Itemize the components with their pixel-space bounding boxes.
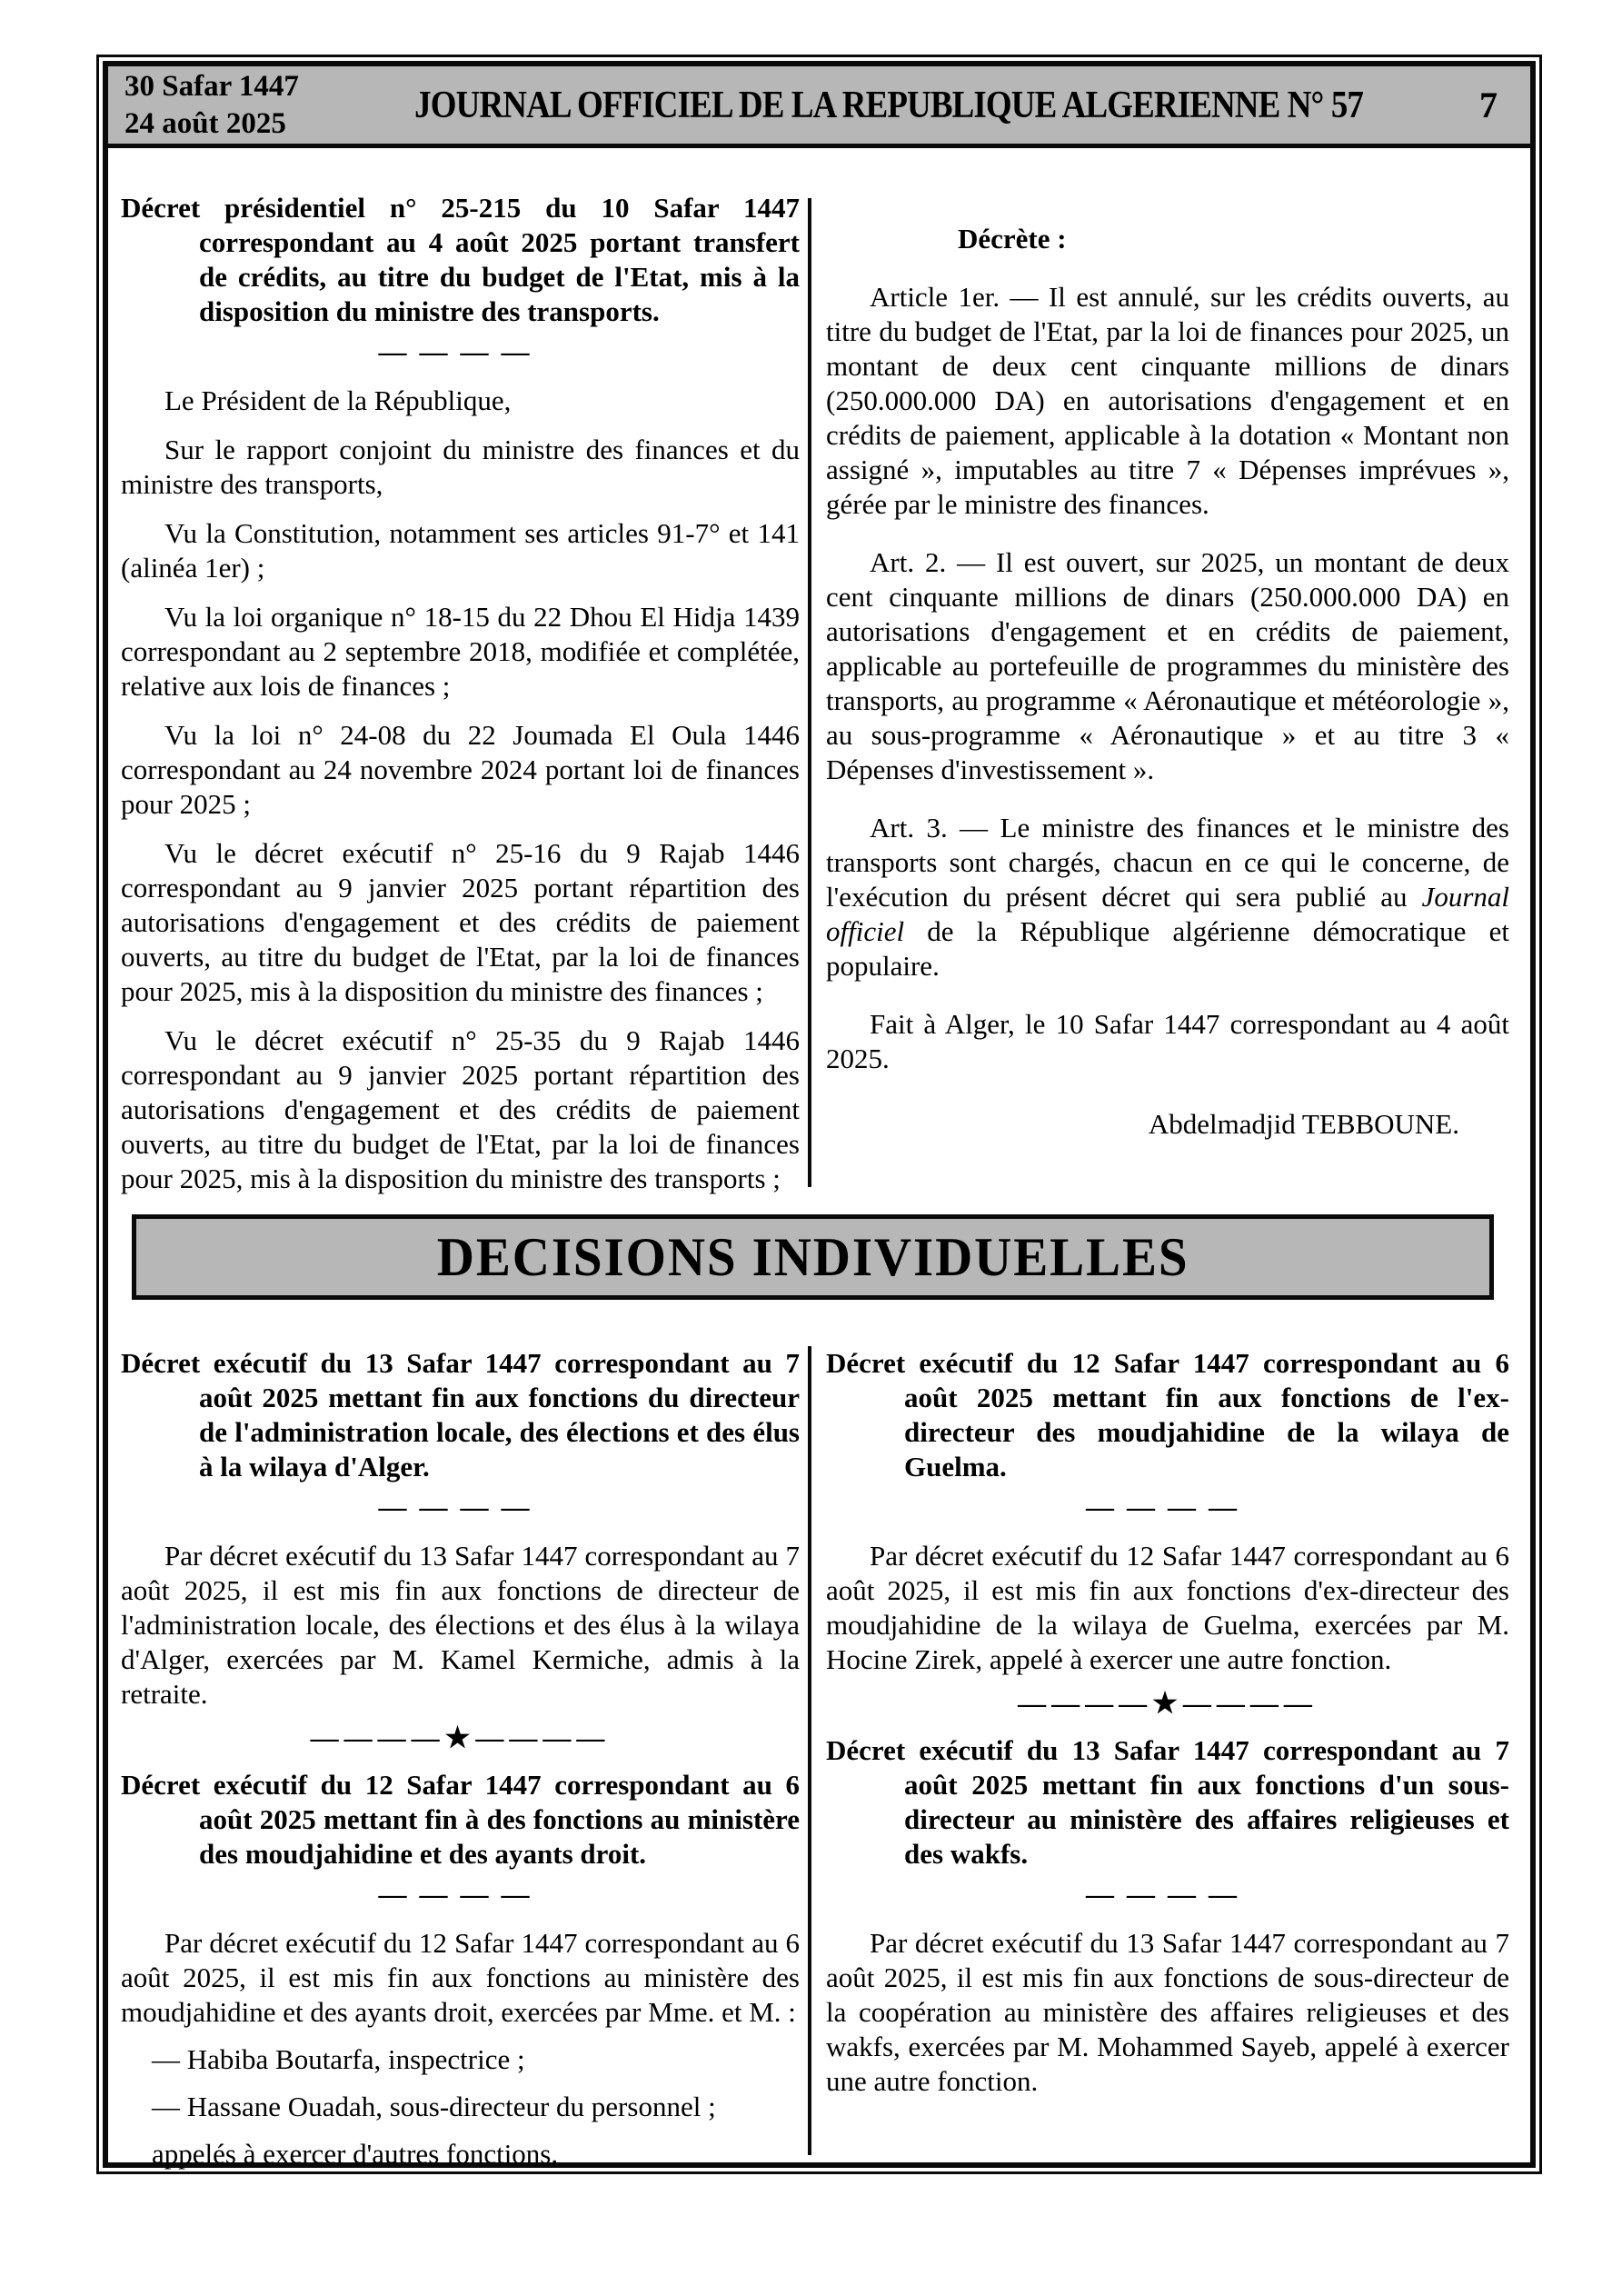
journal-title — [299, 84, 1479, 127]
dash-separator: ———— — [1086, 1878, 1249, 1910]
decree-title: Décret exécutif du 13 Safar 1447 correspondant au 7 août 2025 mettant fin aux fonctions du directeur de l'administration locale, des élections et des élus à la wilaya d'Alger. — [121, 1347, 800, 1482]
paragraph: Vu le décret exécutif n° 25-35 du 9 Rajab 1446 correspondant au 9 janvier 2025 portant répartition des autorisations d'engagement et des crédits de paiement ouverts, au titre du budget de l'Etat, par la loi de finances pour 2025, mis à la disposition du ministre des transports ; — [121, 1024, 800, 1194]
list-item: — Habiba Boutarfa, inspectrice ; — [152, 2043, 525, 2075]
journal-officiel-italic: Journal officiel — [826, 881, 1509, 947]
dash-separator: ———— — [378, 1878, 542, 1910]
bottom-column-divider — [808, 1346, 811, 2155]
section-banner — [132, 1214, 1494, 1300]
decree-title: Décret exécutif du 12 Safar 1447 correspondant au 6 août 2025 mettant fin à des fonctions au ministère des moudjahidine et des ayants droit. — [121, 1769, 800, 1870]
closing-line: appelés à exercer d'autres fonctions. — [152, 2138, 559, 2170]
page-frame-inner — [103, 61, 1536, 2168]
signature: Abdelmadjid TEBBOUNE. — [1148, 1108, 1459, 1140]
top-left-column — [121, 191, 800, 1196]
article-2: Art. 2. — Il est ouvert, sur 2025, un montant de deux cent cinquante millions de dinars (250.000.000 DA) en autorisations d'engagement et en crédits de paiement, applicable au portefeuille de programmes du ministère des transports, au programme « Aéronautique et météorologie », au sous-programme « Aéronautique » et au titre 3 « Dépenses d'investissement ». — [826, 546, 1509, 785]
page-content — [108, 153, 1530, 2170]
journal-title-text: JOURNAL OFFICIEL DE LA REPUBLIQUE ALGERIENNE N° 57 — [414, 84, 1364, 126]
page-header-band — [108, 66, 1530, 148]
article-1: Article 1er. — Il est annulé, sur les crédits ouverts, au titre du budget de l'Etat, par la loi de finances pour 2025, un montant de deux cent cinquante millions de dinars (250.000.000 DA) en autorisations d'engagement et en crédits de paiement, applicable à la dotation « Montant non assigné », imputables au titre 7 « Dépenses imprévues », gérée par le ministre des finances. — [826, 281, 1509, 520]
star-separator: ————★———— — [1018, 1687, 1318, 1719]
list-item: — Hassane Ouadah, sous-directeur du personnel ; — [152, 2091, 716, 2122]
decree-body: Par décret exécutif du 13 Safar 1447 correspondant au 7 août 2025, il est mis fin aux fonctions de sous-directeur de la coopération au ministère des affaires religieuses et des wakfs, exercées par M. Mohammed Sayeb, appelé à exercer une autre fonction. — [826, 1927, 1509, 2097]
paragraph: Le Président de la République, — [164, 384, 512, 416]
header-dates — [108, 68, 299, 143]
decree-body: Par décret exécutif du 13 Safar 1447 correspondant au 7 août 2025, il est mis fin aux fonctions de directeur de l'administration locale, des élections et des élus à la wilaya d'Alger, exercées par M. Kamel Kermiche, admis à la retraite. — [121, 1540, 800, 1710]
section-banner-title: DECISIONS INDIVIDUELLES — [436, 1226, 1189, 1287]
paragraph: Vu la Constitution, notamment ses articles 91-7° et 141 (alinéa 1er) ; — [121, 517, 800, 584]
paragraph: Vu la loi n° 24-08 du 22 Joumada El Oula 1446 correspondant au 24 novembre 2024 portant loi de finances pour 2025 ; — [121, 719, 800, 820]
decree-title: Décret exécutif du 12 Safar 1447 correspondant au 6 août 2025 mettant fin aux fonctions de l'ex-directeur des moudjahidine de la wilaya de Guelma. — [826, 1347, 1509, 1482]
decree-title: Décret exécutif du 13 Safar 1447 correspondant au 7 août 2025 mettant fin aux fonctions d'un sous-directeur au ministère des affaires religieuses et des wakfs. — [826, 1734, 1509, 1870]
article-3-text: Art. 3. — Le ministre des finances et le ministre des transports sont chargés, chacun en ce qui le concerne, de l'exécution du présent décret qui sera publié au — [826, 812, 1509, 913]
signoff-line: Fait à Alger, le 10 Safar 1447 correspondant au 4 août 2025. — [826, 1008, 1509, 1074]
dash-separator: ———— — [1086, 1491, 1249, 1522]
paragraph: Vu la loi organique n° 18-15 du 22 Dhou El Hidja 1439 correspondant au 2 septembre 2018, modifiée et complétée, relative aux lois de finances ; — [121, 601, 800, 702]
page-frame-outer — [96, 55, 1542, 2174]
article-3-text-end: de la République algérienne démocratique et populaire. — [826, 915, 1509, 982]
gregorian-date: 24 août 2025 — [124, 106, 286, 140]
top-right-column — [826, 191, 1509, 1142]
top-column-divider — [808, 198, 811, 1187]
dash-separator: ———— — [378, 1491, 542, 1522]
paragraph: Vu le décret exécutif n° 25-16 du 9 Rajab 1446 correspondant au 9 janvier 2025 portant répartition des autorisations d'engagement et des crédits de paiement ouverts, au titre du budget de l'Etat, par la loi de finances pour 2025, mis à la disposition du ministre des finances ; — [121, 837, 800, 1007]
article-3 — [826, 811, 1509, 983]
decree-body: Par décret exécutif du 12 Safar 1447 correspondant au 6 août 2025, il est mis fin aux fonctions d'ex-directeur des moudjahidine de la wilaya de Guelma, exercées par M. Hocine Zirek, appelé à exercer une autre fonction. — [826, 1540, 1509, 1675]
decrete-heading: Décrète : — [958, 223, 1067, 255]
bottom-left-column — [121, 1346, 800, 2171]
star-separator: ————★———— — [310, 1722, 611, 1753]
page-number: 7 — [1479, 85, 1498, 125]
paragraph: Sur le rapport conjoint du ministre des finances et du ministre des transports, — [121, 434, 800, 500]
dash-separator: ———— — [378, 335, 542, 367]
decree-body: Par décret exécutif du 12 Safar 1447 correspondant au 6 août 2025, il est mis fin aux fonctions au ministère des moudjahidine et des ayants droit, exercées par Mme. et M. : — [121, 1927, 800, 2028]
bottom-right-column — [826, 1346, 1509, 2099]
hijri-date: 30 Safar 1447 — [124, 69, 299, 103]
decree-title: Décret présidentiel n° 25-215 du 10 Safar 1447 correspondant au 4 août 2025 portant transfert de crédits, au titre du budget de l'Etat, mis à la disposition du ministre des transports. — [121, 192, 800, 327]
